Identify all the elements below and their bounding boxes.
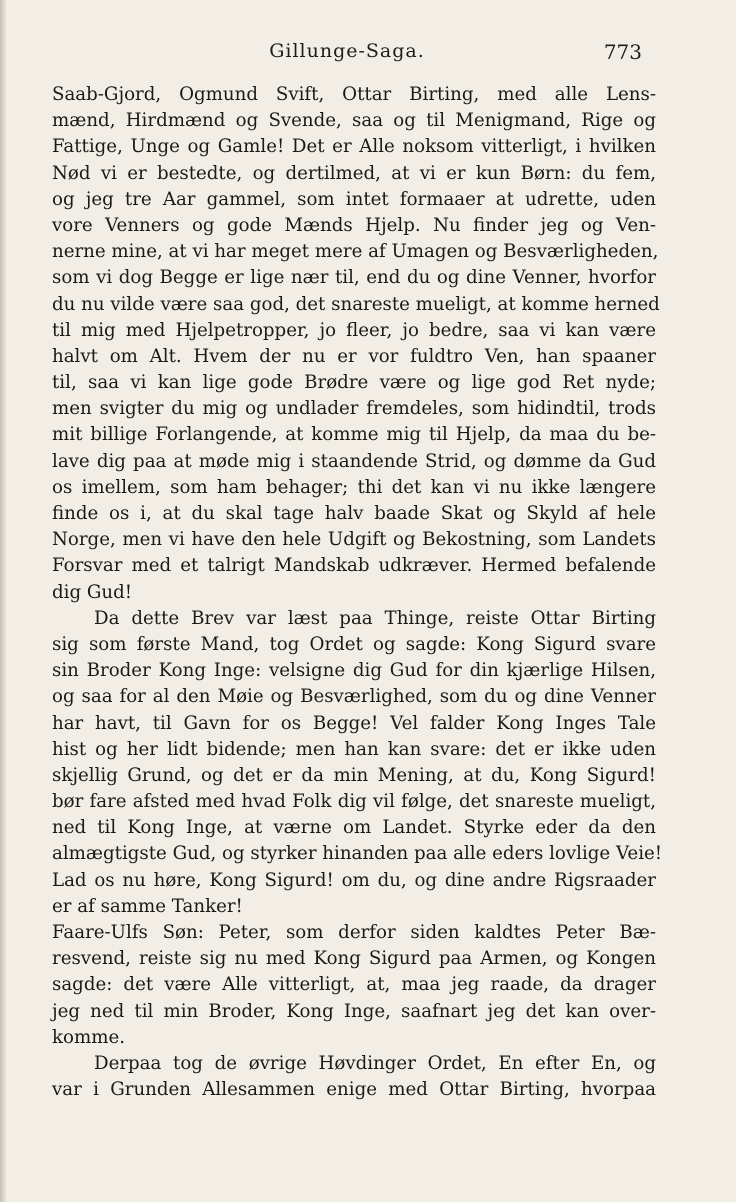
text-line: hist og her lidt bidende; men han kan svare: det er ikke uden xyxy=(52,738,656,760)
text-line: almægtigste Gud, og styrker hinanden paa alle eders lovlige Veie! xyxy=(52,843,663,865)
text-line: men svigter du mig og undlader fremdeles, som hidindtil, trods xyxy=(52,398,656,420)
text-line: til, saa vi kan lige gode Brødre være og lige god Ret nyde; xyxy=(52,372,656,394)
text-line: som vi dog Begge er lige nær til, end du og dine Venner, hvorfor xyxy=(52,267,656,289)
text-line: nerne mine, at vi har meget mere af Umagen og Besværligheden, xyxy=(52,241,659,263)
text-line: Fattige, Unge og Gamle! Det er Alle noksom vitterligt, i hvilken xyxy=(52,136,656,158)
text-line: er af samme Tanker! xyxy=(52,895,243,917)
text-line: vore Venners og gode Mænds Hjelp. Nu finder jeg og Ven- xyxy=(52,214,656,236)
text-line: var i Grunden Allesammen enige med Ottar Birting, hvorpaa xyxy=(52,1079,656,1101)
page-gutter-shadow xyxy=(0,0,6,1202)
text-line: mænd, Hirdmænd og Svende, saa og til Menigmand, Rige og xyxy=(52,110,656,132)
text-line: Faare-Ulfs Søn: Peter, som derfor siden kaldtes Peter Bæ- xyxy=(52,922,656,943)
paragraph-4 xyxy=(52,1051,656,1103)
text-line: og jeg tre Aar gammel, som intet formaaer at udrette, uden xyxy=(52,188,656,210)
text-line: Derpaa tog de øvrige Høvdinger Ordet, En efter En, og xyxy=(94,1052,656,1074)
text-line: Lad os nu høre, Kong Sigurd! om du, og dine andre Rigsraader xyxy=(52,869,656,891)
running-title: Gillunge-Saga. xyxy=(269,40,425,62)
text-line: sin Broder Kong Inge: velsigne dig Gud for din kjærlige Hilsen, xyxy=(52,660,656,682)
text-line: sagde: det være Alle vitterligt, at, maa jeg raade, da drager xyxy=(52,974,656,996)
paragraph-1 xyxy=(52,82,660,606)
paragraph-3 xyxy=(52,920,656,1051)
text-line: Da dette Brev var læst paa Thinge, reiste Ottar Birting xyxy=(94,607,656,629)
text-line: Saab-Gjord, Ogmund Svift, Ottar Birting, med alle Lens- xyxy=(52,84,656,105)
text-line: bør fare afsted med hvad Folk dig vil følge, det snareste mueligt, xyxy=(52,791,656,813)
body-text xyxy=(52,82,663,1103)
text-line: til mig med Hjelpetropper, jo fleer, jo bedre, saa vi kan være xyxy=(52,319,656,341)
text-line: komme. xyxy=(52,1026,126,1048)
text-line: sig som første Mand, tog Ordet og sagde: Kong Sigurd svare xyxy=(52,633,656,655)
text-line: os imellem, som ham behager; thi det kan vi nu ikke længere xyxy=(52,476,656,498)
text-line: har havt, til Gavn for os Begge! Vel falder Kong Inges Tale xyxy=(52,712,656,734)
text-line: Norge, men vi have den hele Udgift og Bekostning, som Landets xyxy=(52,529,656,551)
text-line: Nød vi er bestedte, og dertilmed, at vi er kun Børn: du fem, xyxy=(52,162,656,184)
page-header xyxy=(52,40,642,70)
text-line: resvend, reiste sig nu med Kong Sigurd paa Armen, og Kongen xyxy=(52,948,656,970)
text-line: mit billige Forlangende, at komme mig til Hjelp, da maa du be- xyxy=(52,424,656,446)
page-number: 773 xyxy=(603,40,642,64)
text-line: Forsvar med et talrigt Mandskab udkræver. Hermed befalende xyxy=(52,555,656,577)
text-line: lave dig paa at møde mig i staandende Strid, og dømme da Gud xyxy=(52,450,656,472)
text-line: og saa for al den Møie og Besværlighed, som du og dine Venner xyxy=(52,686,656,708)
text-line: halvt om Alt. Hvem der nu er vor fuldtro Ven, han spaaner xyxy=(52,345,656,367)
text-line: skjellig Grund, og det er da min Mening, at du, Kong Sigurd! xyxy=(52,764,656,786)
text-line: jeg ned til min Broder, Kong Inge, saafnart jeg det kan over- xyxy=(52,1000,656,1022)
text-line: finde os i, at du skal tage halv baade Skat og Skyld af hele xyxy=(52,503,656,524)
text-line: ned til Kong Inge, at værne om Landet. Styrke eder da den xyxy=(52,817,656,839)
text-line: dig Gud! xyxy=(52,581,133,603)
paragraph-2 xyxy=(52,606,663,920)
text-line: du nu vilde være saa god, det snareste mueligt, at komme herned xyxy=(52,293,660,315)
